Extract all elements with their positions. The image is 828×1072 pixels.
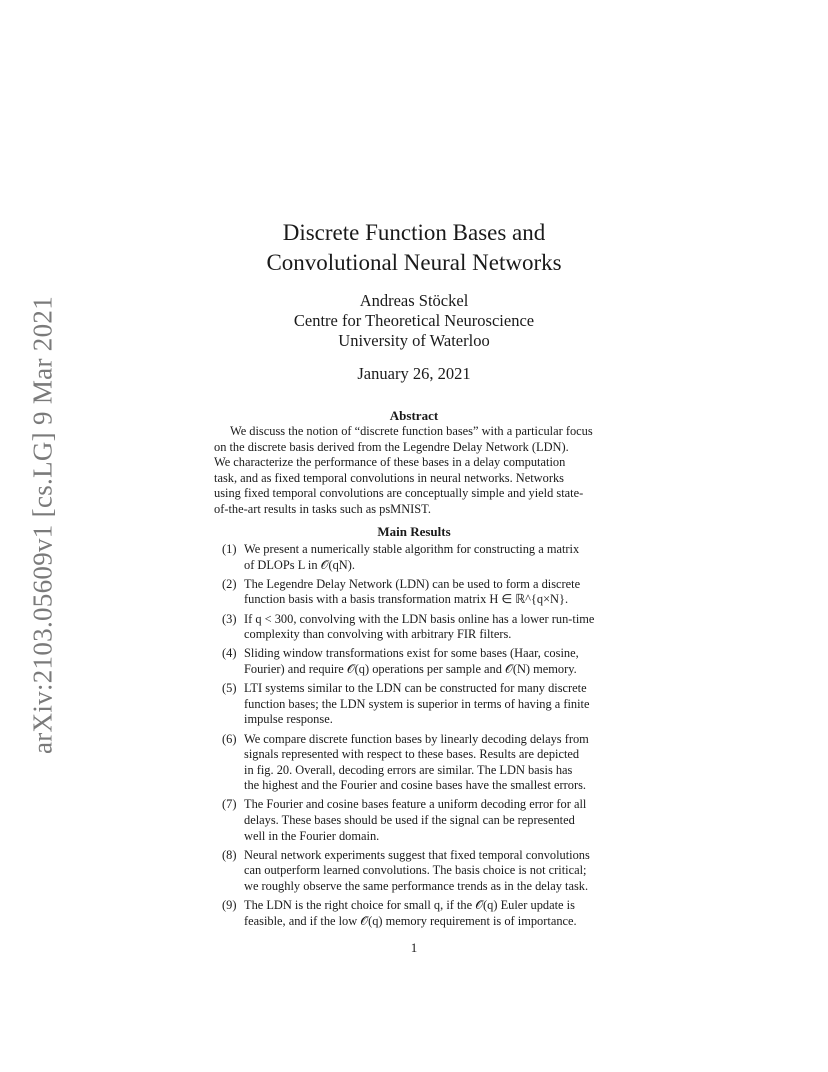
result-number: (8) [222,847,237,862]
abstract-line: We discuss the notion of “discrete function bases” with a particular focus [230,424,593,438]
result-text-line: The Legendre Delay Network (LDN) can be used to form a discrete [244,576,581,591]
abstract-line: task, and as fixed temporal convolutions in neural networks. Networks [214,470,564,485]
affiliation-line-2: University of Waterloo [338,331,490,350]
author-name: Andreas Stöckel [359,291,469,310]
abstract-body [214,424,614,518]
result-text-line: of DLOPs L in 𝒪(qN). [244,557,355,572]
main-results-heading: Main Results [377,524,451,539]
result-text-line: complexity than convolving with arbitrary FIR filters. [244,627,512,642]
arxiv-identifier: arXiv:2103.05609v1 [cs.LG] 9 Mar 2021 [27,295,58,755]
result-text-line: delays. These bases should be used if the signal can be represented [244,813,575,828]
main-results-list [222,542,620,933]
result-text-line: We present a numerically stable algorithm for constructing a matrix [244,542,580,556]
result-number: (1) [222,542,237,556]
result-text-line: LTI systems similar to the LDN can be constructed for many discrete [244,681,587,696]
result-number: (6) [222,731,237,746]
result-text-line: well in the Fourier domain. [244,828,380,843]
result-item [222,797,620,844]
result-number: (3) [222,611,237,626]
result-item [222,681,620,728]
result-number: (4) [222,646,237,661]
result-item [222,612,620,643]
abstract-heading: Abstract [389,408,439,423]
page-number: 1 [410,940,418,955]
result-text-line: The LDN is the right choice for small q, if the 𝒪(q) Euler update is [244,898,575,913]
result-item [222,848,620,895]
author-block [214,291,614,351]
result-text-line: impulse response. [244,712,333,727]
result-number: (2) [222,576,237,591]
result-text-line: Neural network experiments suggest that fixed temporal convolutions [244,847,590,862]
result-text-line: If q < 300, convolving with the LDN basis online has a lower run-time [244,611,595,626]
result-text-line: function basis with a basis transformation matrix H ∈ ℝ^{q×N}. [244,592,569,607]
result-text-line: Sliding window transformations exist for some bases (Haar, cosine, [244,646,579,661]
abstract-line: using fixed temporal convolutions are conceptually simple and yield state- [214,486,584,501]
result-item [222,732,620,794]
result-text-line: we roughly observe the same performance trends as in the delay task. [244,879,589,894]
result-item [222,542,620,573]
result-text-line: Fourier) and require 𝒪(q) operations per sample and 𝒪(N) memory. [244,661,577,676]
result-text-line: The Fourier and cosine bases feature a uniform decoding error for all [244,797,587,812]
result-text-line: can outperform learned convolutions. The basis choice is not critical; [244,863,587,878]
result-number: (7) [222,797,237,812]
paper-date: January 26, 2021 [357,364,471,383]
result-text-line: feasible, and if the low 𝒪(q) memory requirement is of importance. [244,913,577,928]
abstract-line: of-the-art results in tasks such as psMNIST. [214,501,431,516]
result-item [222,646,620,677]
title-line-1: Discrete Function Bases and [282,220,546,245]
result-item [222,898,620,929]
result-number: (5) [222,681,237,696]
arxiv-stamp [23,290,63,760]
affiliation-line-1: Centre for Theoretical Neuroscience [293,311,535,330]
result-text-line: in fig. 20. Overall, decoding errors are similar. The LDN basis has [244,762,573,777]
result-item [222,577,620,608]
result-text-line: signals represented with respect to these bases. Results are depicted [244,747,580,762]
result-text-line: function bases; the LDN system is superior in terms of having a finite [244,696,590,711]
abstract-line: on the discrete basis derived from the Legendre Delay Network (LDN). [214,439,569,454]
title-line-2: Convolutional Neural Networks [266,250,562,275]
result-text-line: We compare discrete function bases by linearly decoding delays from [244,731,589,746]
result-number: (9) [222,898,237,913]
paper-title [214,218,614,278]
result-text-line: the highest and the Fourier and cosine bases have the smallest errors. [244,778,587,793]
abstract-line: We characterize the performance of these bases in a delay computation [214,455,566,470]
